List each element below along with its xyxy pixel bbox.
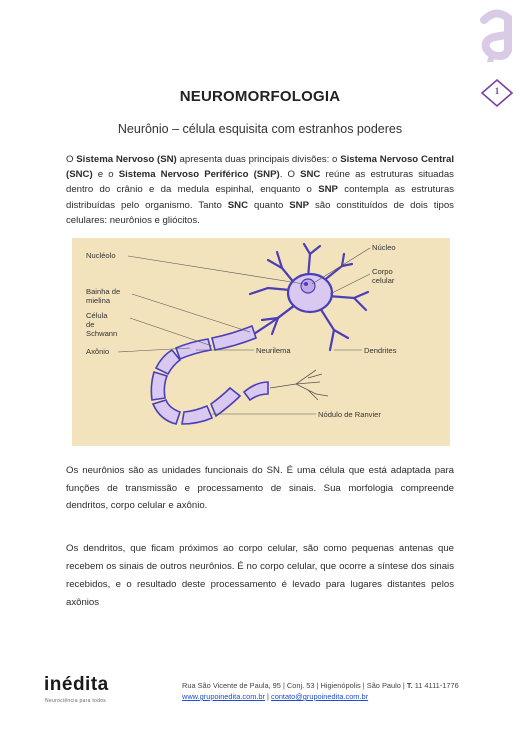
label-nucleolo: Nucléolo	[86, 251, 116, 260]
label-celula-3: Schwann	[86, 329, 118, 338]
label-axonio: Axônio	[86, 347, 110, 356]
label-nodulo-ranvier: Nódulo de Ranvier	[318, 410, 381, 419]
label-corpo-2: celular	[372, 276, 395, 285]
page-subtitle: Neurônio – célula esquisita com estranhos poderes	[117, 122, 403, 136]
neuron-illustration	[72, 238, 450, 446]
label-corpo-1: Corpo	[372, 267, 393, 276]
intro-paragraph: O Sistema Nervoso (SN) apresenta duas principais divisões: o Sistema Nervoso Central (SNC) e o Sistema Nervoso Periférico (SNP). O SNC reúne as estruturas situadas dentro do crânio e da medula espinhal, enquanto o SNP contempla as estruturas distribuídas pelo organismo. Tanto SNC quanto SNP são constituídos de dois tipos celulares: neurônios e gliócitos.	[66, 154, 455, 226]
email-link[interactable]: contato@grupoinedita.com.br	[271, 692, 369, 701]
label-celula-1: Célula	[86, 311, 108, 320]
label-neurilema: Neurilema	[256, 346, 291, 355]
label-celula-2: de	[86, 320, 95, 329]
footer-address: Rua São Vicente de Paula, 95 | Conj. 53 | Higienópolis | São Paulo | T. 11 4111-1776	[182, 681, 459, 690]
myelin-sheath-shape	[151, 326, 268, 424]
label-bainha-1: Bainha de	[86, 287, 121, 296]
paragraph-dendrites: Os dendritos, que ficam próximos ao corpo celular, são como pequenas antenas que recebem os sinais de outros neurônios. É no corpo celular, que ocorre a síntese dos sinais recebidos, e o resultado deste processamento é levado para lugares distantes pelos axônios	[66, 543, 454, 608]
corner-logo-mark	[476, 0, 516, 62]
nucleolus-shape	[304, 282, 308, 286]
paragraph-neurons: Os neurônios são as unidades funcionais do SN. É uma célula que está adaptada para funções de transmissão e processamento de sinais. Sua morfologia compreende dendritos, corpo celular e axônio.	[66, 465, 454, 511]
page-title: NEUROMORFOLOGIA	[179, 88, 341, 105]
axon-terminal-shape	[270, 370, 328, 400]
page-number: 1	[494, 86, 500, 96]
footer-logo	[44, 674, 152, 708]
footer-contacts: www.grupoinedita.com.br | contato@grupoinedita.com.br	[182, 692, 369, 701]
logo-tagline: Neurociência para todos	[45, 698, 107, 704]
nucleus-shape	[301, 279, 315, 293]
label-dendrites: Dendrites	[364, 346, 397, 355]
label-bainha-2: mielina	[86, 296, 111, 305]
website-link[interactable]: www.grupoinedita.com.br	[182, 692, 265, 701]
neuron-diagram	[72, 238, 450, 446]
label-nucleo: Núcleo	[372, 243, 396, 252]
logo-wordmark: inédita	[44, 674, 109, 695]
